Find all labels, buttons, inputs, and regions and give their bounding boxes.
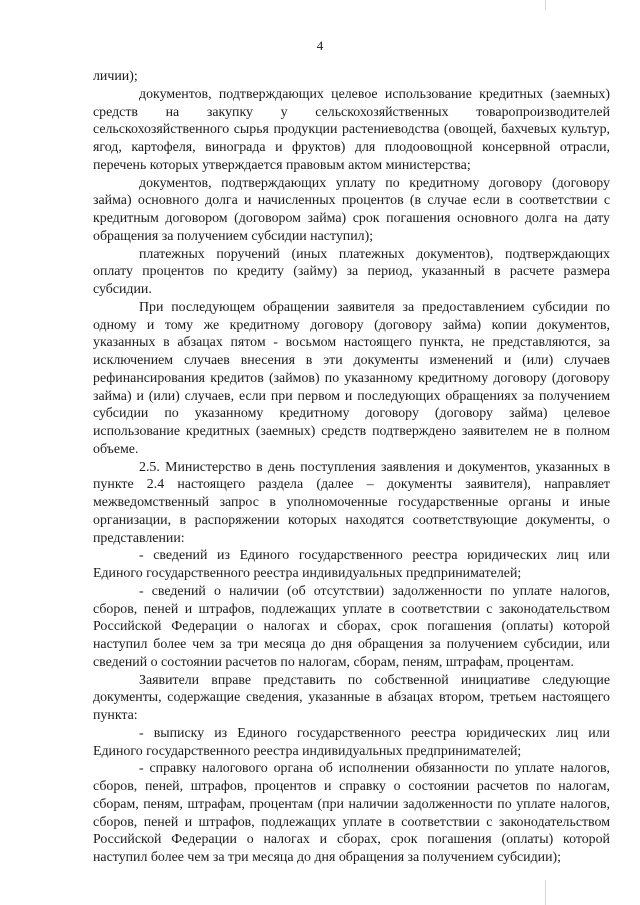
paragraph: При последующем обращении заявителя за предоставлением субсидии по одному и тому же кредитному договору (договору займа) копии документов, указанных в абзацах пятом - восьмом настоящего пункта, не представляются, за исключением случаев внесения в эти документы изменений и (или) случаев рефинансирования кредитов (займов) по указанному кредитному договору (договору займа) и (или) случаев, если при первом и последующих обращениях за получением субсидии по указанному кредитному договору (договору займа) целевое использование кредитных (заемных) средств подтверждено заявителем не в полном объеме. <box>93 299 610 457</box>
paragraph: документов, подтверждающих целевое использование кредитных (заемных) средств на закупку у сельскохозяйственных товаропроизводителей сельскохозяйственного сырья продукции растениеводства (овощей, бахчевых культур, ягод, картофеля, винограда и фруктов) для плодоовощной консервной отрасли, перечень которых утверждается правовым актом министерства; <box>93 86 610 173</box>
page-number: 4 <box>316 38 324 53</box>
paragraph: 2.5. Министерство в день поступления заявления и документов, указанных в пункте 2.4 настоящего раздела (далее – документы заявителя), направляет межведомственный запрос в уполномоченные государственные органы и иные организации, в распоряжении которых находятся соответствующие документы, о представлении: <box>93 459 610 546</box>
scan-artifact-line <box>545 880 546 905</box>
paragraph: документов, подтверждающих уплату по кредитному договору (договору займа) основного долга и начисленных процентов (в случае если в соответствии с кредитным договором (договором займа) срок погашения основного долга на дату обращения за получением субсидии наступил); <box>93 175 610 244</box>
paragraph: - выписку из Единого государственного реестра юридических лиц или Единого государственного реестра индивидуальных предпринимателей; <box>93 725 610 759</box>
paragraph: платежных поручений (иных платежных документов), подтверждающих оплату процентов по кредиту (займу) за период, указанный в расчете размера субсидии. <box>93 246 610 297</box>
paragraph: - справку налогового органа об исполнении обязанности по уплате налогов, сборов, пеней, штрафов, процентов и справку о состоянии расчетов по налогам, сборам, пеням, штрафам, процентам (при наличии задолженности по уплате налогов, сборов, пеней и штрафов, подлежащих уплате в соответствии с законодательством Российской Федерации о налогах и сборах, срок погашения (оплаты) которой наступил более чем за три месяца до дня обращения за получением субсидии); <box>93 761 610 865</box>
paragraph: Заявители вправе представить по собственной инициативе следующие документы, содержащие сведения, указанные в абзацах втором, третьем настоящего пункта: <box>93 672 610 723</box>
paragraph: - сведений из Единого государственного реестра юридических лиц или Единого государственного реестра индивидуальных предпринимателей; <box>93 548 610 581</box>
paragraph: личии); <box>93 69 138 84</box>
scan-artifact-line <box>545 0 546 10</box>
document-body <box>93 68 610 867</box>
paragraph: - сведений о наличии (об отсутствии) задолженности по уплате налогов, сборов, пеней и штрафов, подлежащих уплате в соответствии с законодательством Российской Федерации о налогах и сборах, срок погашения (оплаты) которой наступил более чем за три месяца до дня обращения за получением субсидии, или сведений о состоянии расчетов по налогам, сборам, пеням, штрафам, процентам. <box>93 583 610 670</box>
